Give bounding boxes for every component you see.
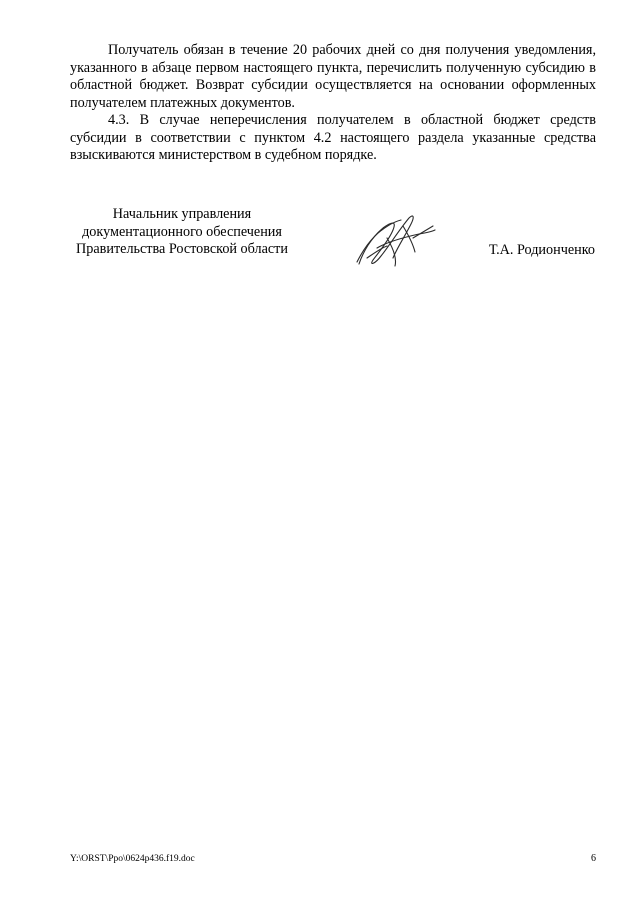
position-line-2: документационного обеспечения [82,223,282,240]
paragraph-4-3: 4.3. В случае неперечисления получателем в областной бюджет средств субсидии в соответствии с пунктом 4.2 настоящего раздела указанные средства взыскиваются министерством в судебном порядке. [70,112,596,164]
signatory-position [62,206,302,259]
signer-name: Т.А. Родионченко [488,242,595,258]
paragraph-refund-obligation: Получатель обязан в течение 20 рабочих дней со дня получения уведомления, указанного в абзаце первом настоящего пункта, перечислить полученную субсидию в областной бюджет. Возврат субсидии осуществляется на основании оформленных получателем платежных документов. [70,42,596,111]
handwritten-signature [353,208,437,270]
page-number: 6 [591,853,596,864]
position-line-3: Правительства Ростовской области [76,241,288,258]
footer-file-path: Y:\ORST\Ppo\0624p436.f19.doc [70,854,195,864]
position-line-1: Начальник управления [112,206,252,222]
